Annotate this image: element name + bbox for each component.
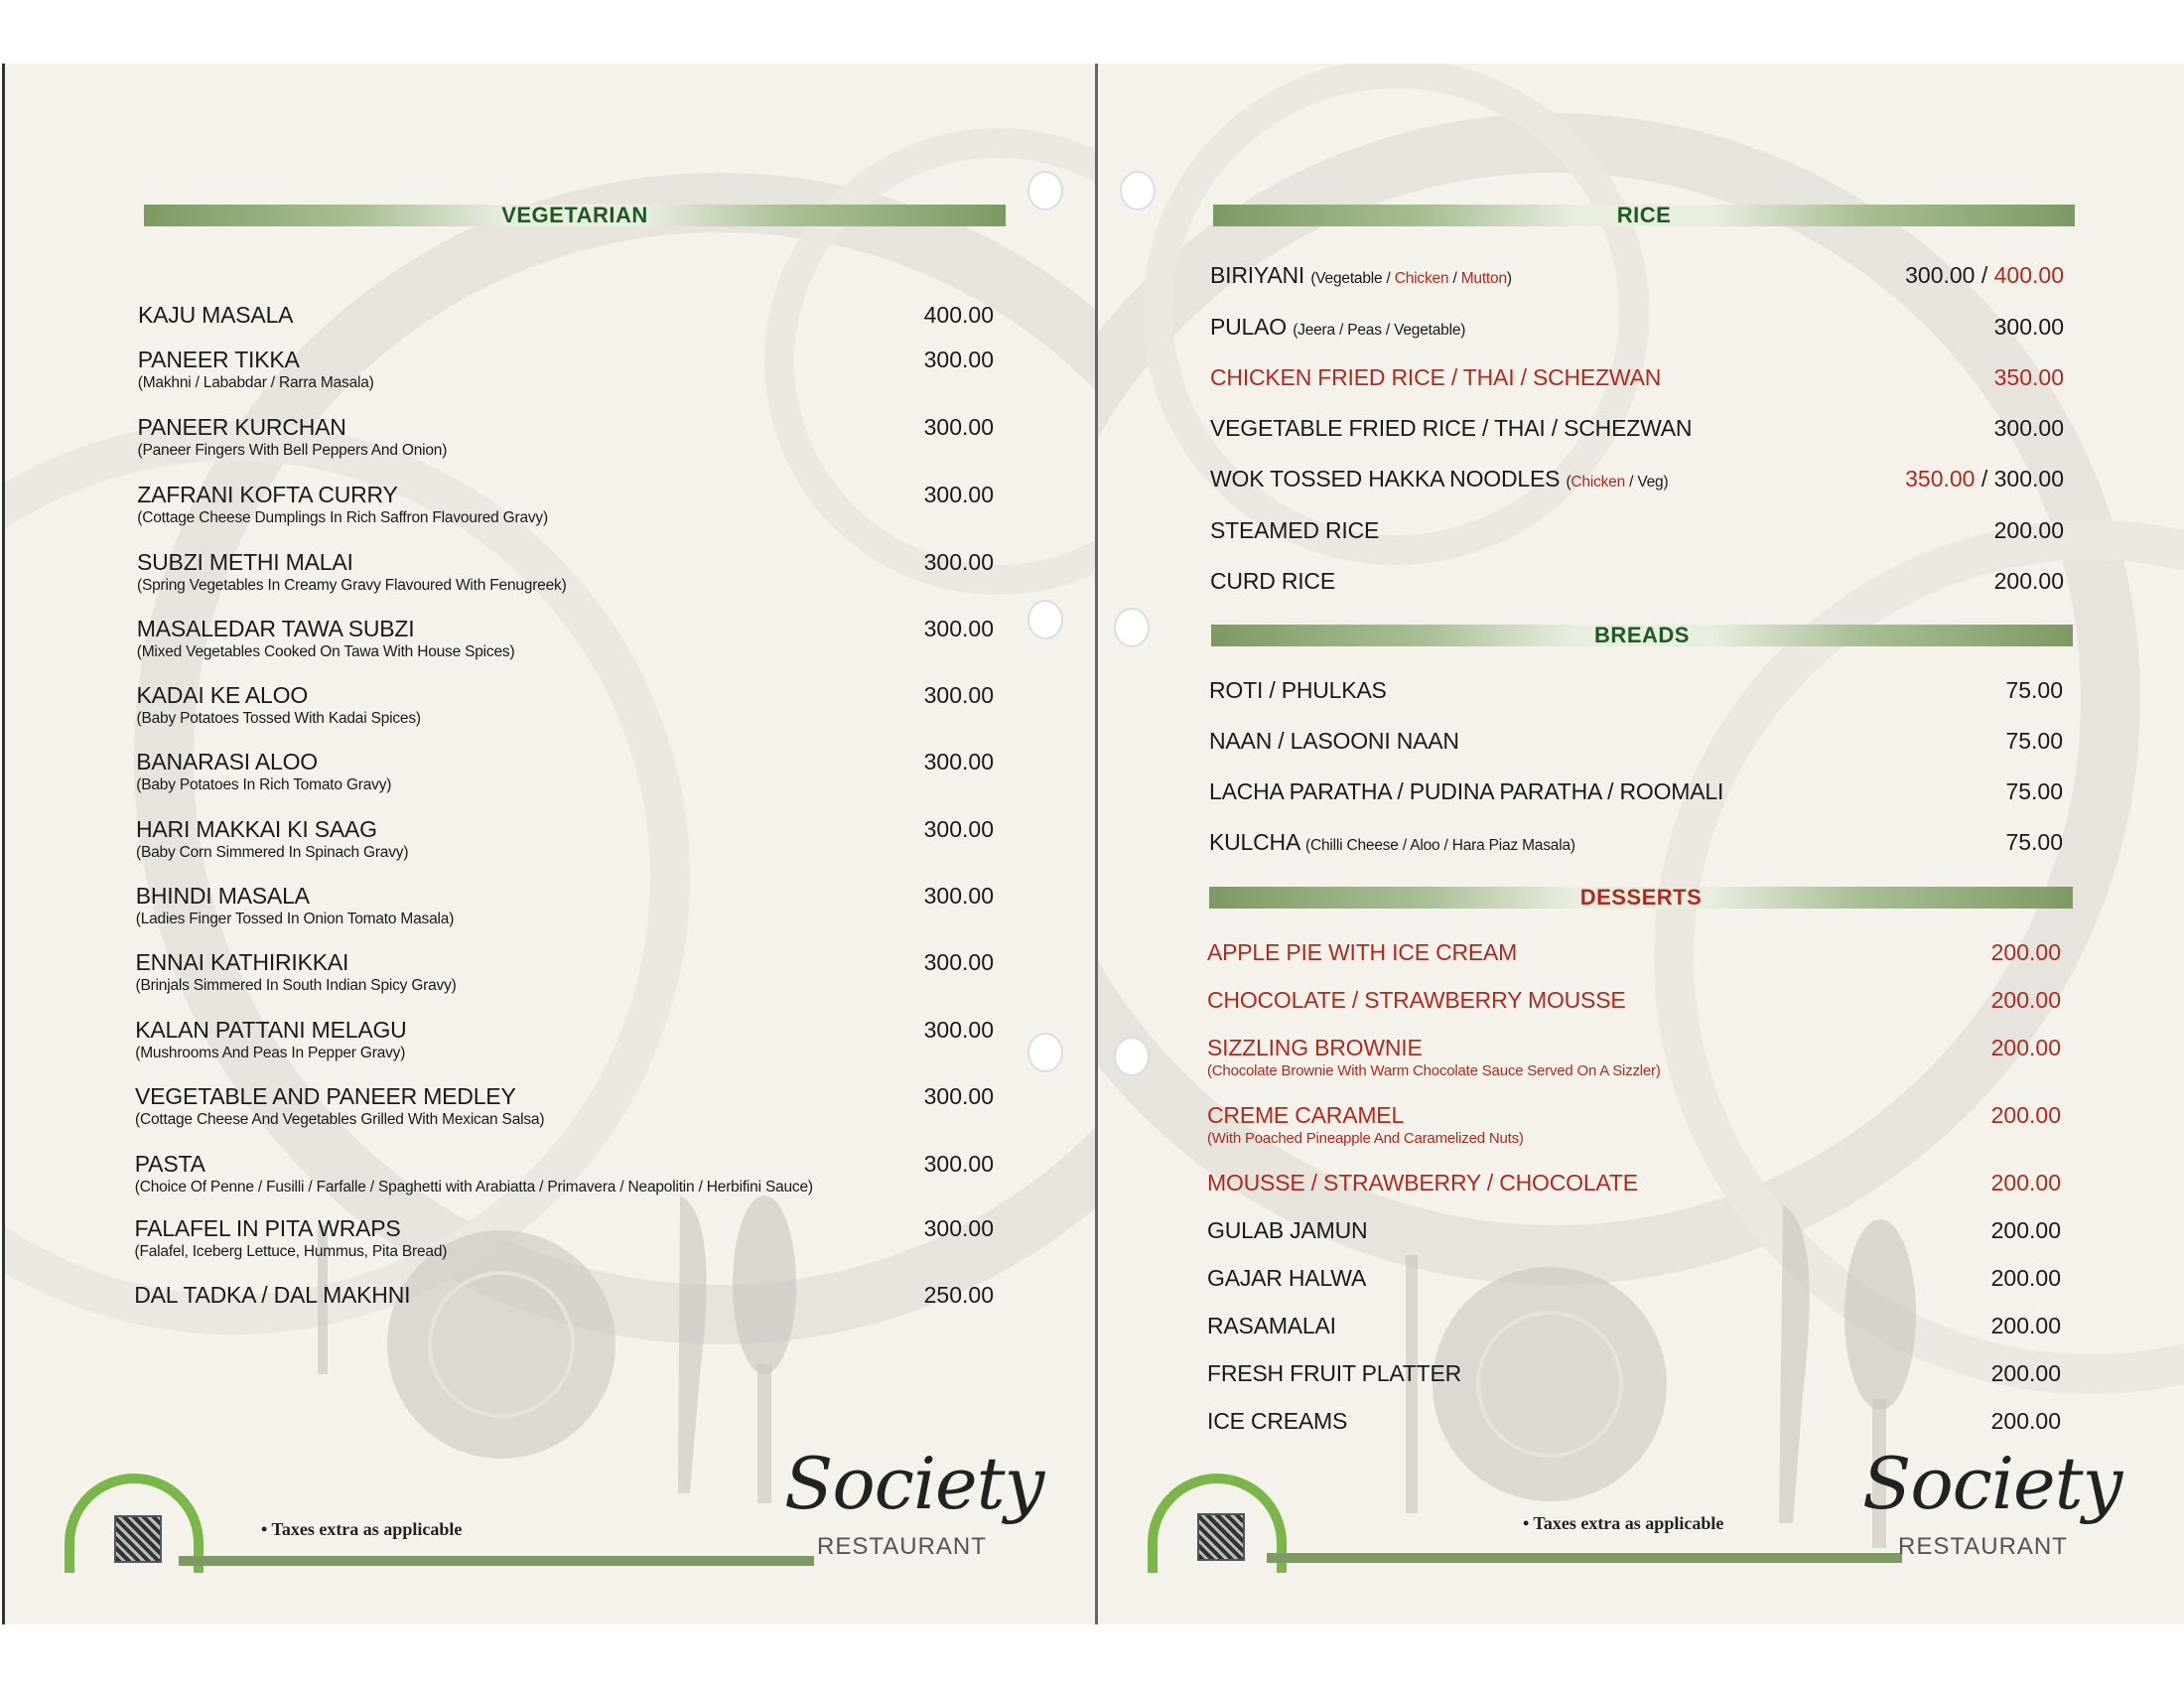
- section-header-rice: [1213, 205, 2075, 226]
- item-name-text: CHICKEN FRIED RICE / THAI / SCHEZWAN: [1210, 364, 1662, 390]
- item-price: [1994, 364, 2064, 391]
- menu-item: [1209, 728, 2063, 755]
- item-name: RASAMALAI: [1207, 1313, 1336, 1338]
- item-description: (Falafel, Iceberg Lettuce, Hummus, Pita Bread): [134, 1242, 448, 1260]
- option-part: Chicken: [1570, 474, 1626, 491]
- item-options: [1310, 270, 1512, 287]
- price-value: 200.00: [1993, 568, 2064, 594]
- price-value: 300.00: [1905, 262, 1976, 288]
- item-name-text: PULAO: [1210, 314, 1287, 340]
- item-price: 200.00: [1990, 1170, 2061, 1196]
- item-price: 300.00: [923, 616, 994, 641]
- menu-item: [1207, 1170, 2061, 1196]
- menu-item: [136, 883, 994, 928]
- item-price: 200.00: [1990, 1102, 2061, 1128]
- menu-item: [135, 1151, 994, 1196]
- society-logo: Society: [784, 1442, 1044, 1525]
- price-value: 300.00: [1993, 466, 2064, 492]
- menu-item: [137, 682, 995, 728]
- item-name: PANEER KURCHAN: [137, 414, 346, 441]
- item-name-text: VEGETABLE FRIED RICE / THAI / SCHEZWAN: [1210, 415, 1693, 441]
- item-price: 75.00: [2005, 829, 2063, 855]
- price-value: 200.00: [1993, 517, 2064, 543]
- item-name-text: STEAMED RICE: [1210, 517, 1380, 543]
- item-name: [1210, 314, 2064, 341]
- item-price: 300.00: [923, 1150, 994, 1177]
- society-logo: Society: [1862, 1442, 2122, 1525]
- menu-item: [135, 1215, 995, 1261]
- menu-item: [1207, 1035, 2061, 1079]
- item-name: DAL TADKA / DAL MAKHNI: [134, 1282, 411, 1308]
- menu-item: [1207, 1265, 2061, 1292]
- item-name-text: NAAN / LASOONI NAAN: [1209, 728, 1459, 754]
- menu-item: [137, 482, 994, 527]
- menu-item: [1210, 415, 2064, 442]
- item-price: 300.00: [923, 414, 994, 441]
- price-separator: /: [1975, 466, 1994, 492]
- item-name: KAJU MASALA: [138, 302, 294, 328]
- item-name: CHOCOLATE / STRAWBERRY MOUSSE: [1207, 987, 1626, 1013]
- item-price: 300.00: [923, 749, 994, 775]
- item-price: 300.00: [923, 1214, 994, 1241]
- item-price: 200.00: [1990, 1313, 2061, 1338]
- menu-item: [138, 347, 994, 392]
- item-description: (Baby Corn Simmered In Spinach Gravy): [136, 843, 409, 861]
- item-price: [1994, 415, 2064, 442]
- menu-item: [1207, 987, 2061, 1014]
- menu-item: [1207, 939, 2061, 966]
- item-name: SUBZI METHI MALAI: [137, 548, 353, 575]
- option-part: (Vegetable /: [1310, 270, 1395, 287]
- menu-item: [1209, 677, 2063, 704]
- menu-item: [137, 549, 994, 595]
- item-price: [1905, 262, 2064, 289]
- option-part: (: [1566, 474, 1571, 491]
- menu-item: [138, 414, 995, 460]
- item-description: (Baby Potatoes In Rich Tomato Gravy): [136, 776, 392, 794]
- menu-item: [138, 302, 994, 329]
- option-part: / Veg): [1625, 474, 1669, 491]
- item-price: [1994, 517, 2064, 544]
- item-name: GULAB JAMUN: [1207, 1217, 1368, 1243]
- menu-item: [1207, 1408, 2061, 1435]
- price-value: 300.00: [1993, 415, 2064, 441]
- item-description: (Chocolate Brownie With Warm Chocolate Sauce Served On A Sizzler): [1207, 1062, 1661, 1079]
- punch-hole: [1120, 171, 1156, 211]
- menu-item: [1210, 364, 2064, 391]
- item-name: VEGETABLE AND PANEER MEDLEY: [135, 1083, 516, 1110]
- item-name: [1210, 568, 2064, 595]
- item-name: ENNAI KATHIRIKKAI: [135, 949, 349, 975]
- menu-page-right: [1095, 64, 2184, 1624]
- item-name-text: LACHA PARATHA / PUDINA PARATHA / ROOMALI: [1209, 778, 1724, 804]
- item-name: [1209, 677, 2063, 704]
- menu-item: [135, 1017, 994, 1062]
- footer-line: [179, 1556, 814, 1566]
- item-price: [1905, 466, 2064, 492]
- punch-hole: [1114, 608, 1150, 647]
- item-description: (Baby Potatoes Tossed With Kadai Spices): [136, 710, 421, 728]
- qr-code: [1197, 1513, 1245, 1561]
- item-price: 300.00: [923, 548, 994, 575]
- item-name: ICE CREAMS: [1207, 1408, 1348, 1434]
- item-price: 300.00: [923, 1083, 994, 1110]
- restaurant-logo-subtitle: RESTAURANT: [817, 1533, 987, 1560]
- menu-item: [1209, 829, 2063, 856]
- item-price: 200.00: [1990, 939, 2061, 965]
- item-name: [1209, 829, 2063, 856]
- item-name: KALAN PATTANI MELAGU: [135, 1017, 407, 1044]
- item-price: 300.00: [923, 682, 994, 709]
- item-name: SIZZLING BROWNIE: [1207, 1035, 1423, 1060]
- item-name-text: BIRIYANI: [1210, 262, 1305, 288]
- item-options: [1566, 474, 1668, 491]
- item-price: [1994, 314, 2064, 341]
- option-part: Chicken: [1394, 270, 1449, 287]
- price-value: 350.00: [1993, 364, 2064, 390]
- section-title: BREADS: [1594, 623, 1690, 647]
- punch-hole: [1027, 600, 1063, 639]
- item-name: CREME CARAMEL: [1207, 1102, 1405, 1128]
- item-options: (Jeera / Peas / Vegetable): [1293, 322, 1466, 339]
- menu-item: [1210, 517, 2064, 544]
- qr-code: [114, 1515, 162, 1563]
- item-name-text: ROTI / PHULKAS: [1209, 677, 1387, 703]
- price-value: 350.00: [1905, 466, 1976, 492]
- item-price: 300.00: [923, 347, 994, 373]
- item-description: (With Poached Pineapple And Caramelized Nuts): [1207, 1130, 1524, 1147]
- item-name: [1210, 415, 2064, 442]
- taxes-note: • Taxes extra as applicable: [261, 1519, 463, 1539]
- item-description: (Brinjals Simmered In South Indian Spicy Gravy): [135, 977, 457, 994]
- item-options: (Chilli Cheese / Aloo / Hara Piaz Masala): [1305, 837, 1575, 854]
- price-value: 300.00: [1993, 314, 2064, 340]
- item-price: 300.00: [923, 949, 994, 975]
- punch-hole: [1027, 171, 1063, 211]
- section-header-breads: [1211, 625, 2073, 646]
- item-name: [1210, 364, 2064, 391]
- item-price: 200.00: [1990, 1217, 2061, 1243]
- menu-item: [1210, 314, 2064, 341]
- item-name: BANARASI ALOO: [136, 749, 318, 775]
- restaurant-logo-subtitle: RESTAURANT: [1898, 1533, 2068, 1560]
- menu-page-left: [2, 64, 1095, 1624]
- item-description: (Cottage Cheese Dumplings In Rich Saffron Flavoured Gravy): [137, 508, 548, 526]
- section-header-vegetarian: [144, 205, 1006, 226]
- item-price: 300.00: [923, 815, 994, 842]
- item-price: 400.00: [923, 302, 994, 328]
- item-description: (Mixed Vegetables Cooked On Tawa With House Spices): [136, 643, 515, 660]
- item-price: 300.00: [923, 882, 994, 909]
- item-description: (Paneer Fingers With Bell Peppers And Onion): [137, 442, 448, 460]
- menu-item: [134, 1282, 994, 1309]
- price-separator: /: [1975, 262, 1994, 288]
- punch-hole: [1114, 1037, 1150, 1076]
- item-name: [1210, 517, 2064, 544]
- menu-item: [1207, 1102, 2061, 1147]
- option-part: Mutton: [1460, 270, 1507, 287]
- menu-item: [1210, 568, 2064, 595]
- section-header-desserts: [1209, 887, 2073, 909]
- menu-item: [1207, 1217, 2061, 1244]
- item-price: 200.00: [1990, 1265, 2061, 1291]
- menu-item: [136, 816, 994, 862]
- option-part: ): [1506, 270, 1512, 287]
- item-price: 250.00: [923, 1282, 994, 1308]
- item-name-text: KULCHA: [1209, 829, 1299, 855]
- item-name: BHINDI MASALA: [135, 882, 310, 909]
- item-name: PASTA: [134, 1150, 205, 1177]
- menu-item: [136, 949, 995, 995]
- item-price: 200.00: [1990, 1408, 2061, 1434]
- item-name: MASALEDAR TAWA SUBZI: [136, 616, 415, 641]
- item-description: (Makhni / Lababdar / Rarra Masala): [137, 374, 374, 392]
- item-name: MOUSSE / STRAWBERRY / CHOCOLATE: [1207, 1170, 1638, 1196]
- menu-item: [135, 1083, 994, 1129]
- item-price: 300.00: [923, 481, 994, 507]
- item-name-text: CURD RICE: [1210, 568, 1335, 594]
- taxes-note: • Taxes extra as applicable: [1523, 1513, 1724, 1533]
- item-name: [1209, 778, 2063, 805]
- section-title: RICE: [1616, 203, 1672, 227]
- item-description: (Cottage Cheese And Vegetables Grilled With Mexican Salsa): [135, 1111, 545, 1129]
- price-value: 400.00: [1993, 262, 2064, 288]
- option-part: /: [1448, 270, 1461, 287]
- item-price: 75.00: [2005, 677, 2063, 703]
- item-price: [1994, 568, 2064, 595]
- menu-item: [1207, 1360, 2061, 1387]
- item-description: (Spring Vegetables In Creamy Gravy Flavoured With Fenugreek): [137, 576, 567, 594]
- punch-hole: [1027, 1033, 1063, 1072]
- footer-line: [1267, 1553, 1902, 1563]
- menu-item: [137, 616, 994, 661]
- item-name-text: WOK TOSSED HAKKA NOODLES: [1210, 466, 1561, 492]
- item-name: PANEER TIKKA: [137, 347, 300, 373]
- item-name: [1209, 728, 2063, 755]
- menu-item: [1210, 466, 2064, 492]
- item-price: 75.00: [2005, 778, 2063, 804]
- item-name: KADAI KE ALOO: [136, 682, 309, 709]
- item-name: ZAFRANI KOFTA CURRY: [137, 481, 398, 507]
- item-description: (Ladies Finger Tossed In Onion Tomato Masala): [135, 910, 455, 927]
- section-title: DESSERTS: [1579, 885, 1703, 910]
- menu-item: [1210, 262, 2064, 289]
- item-description: (Choice Of Penne / Fusilli / Farfalle / Spaghetti with Arabiatta / Primavera / Neapolitin / Herbifini Sauce): [134, 1178, 813, 1196]
- menu-item: [136, 749, 994, 794]
- menu-item: [1209, 778, 2063, 805]
- menu-item: [1207, 1313, 2061, 1339]
- item-price: 200.00: [1990, 1360, 2061, 1386]
- item-price: 75.00: [2005, 728, 2063, 754]
- item-name: FRESH FRUIT PLATTER: [1207, 1360, 1462, 1386]
- item-description: (Mushrooms And Peas In Pepper Gravy): [135, 1045, 406, 1062]
- section-title: VEGETARIAN: [501, 203, 648, 227]
- item-name: GAJAR HALWA: [1207, 1265, 1367, 1291]
- item-name: APPLE PIE WITH ICE CREAM: [1207, 939, 1518, 965]
- item-price: 200.00: [1990, 1035, 2061, 1060]
- item-name: FALAFEL IN PITA WRAPS: [134, 1214, 401, 1241]
- item-price: 200.00: [1990, 987, 2061, 1013]
- item-name: HARI MAKKAI KI SAAG: [136, 815, 377, 842]
- item-price: 300.00: [923, 1017, 994, 1044]
